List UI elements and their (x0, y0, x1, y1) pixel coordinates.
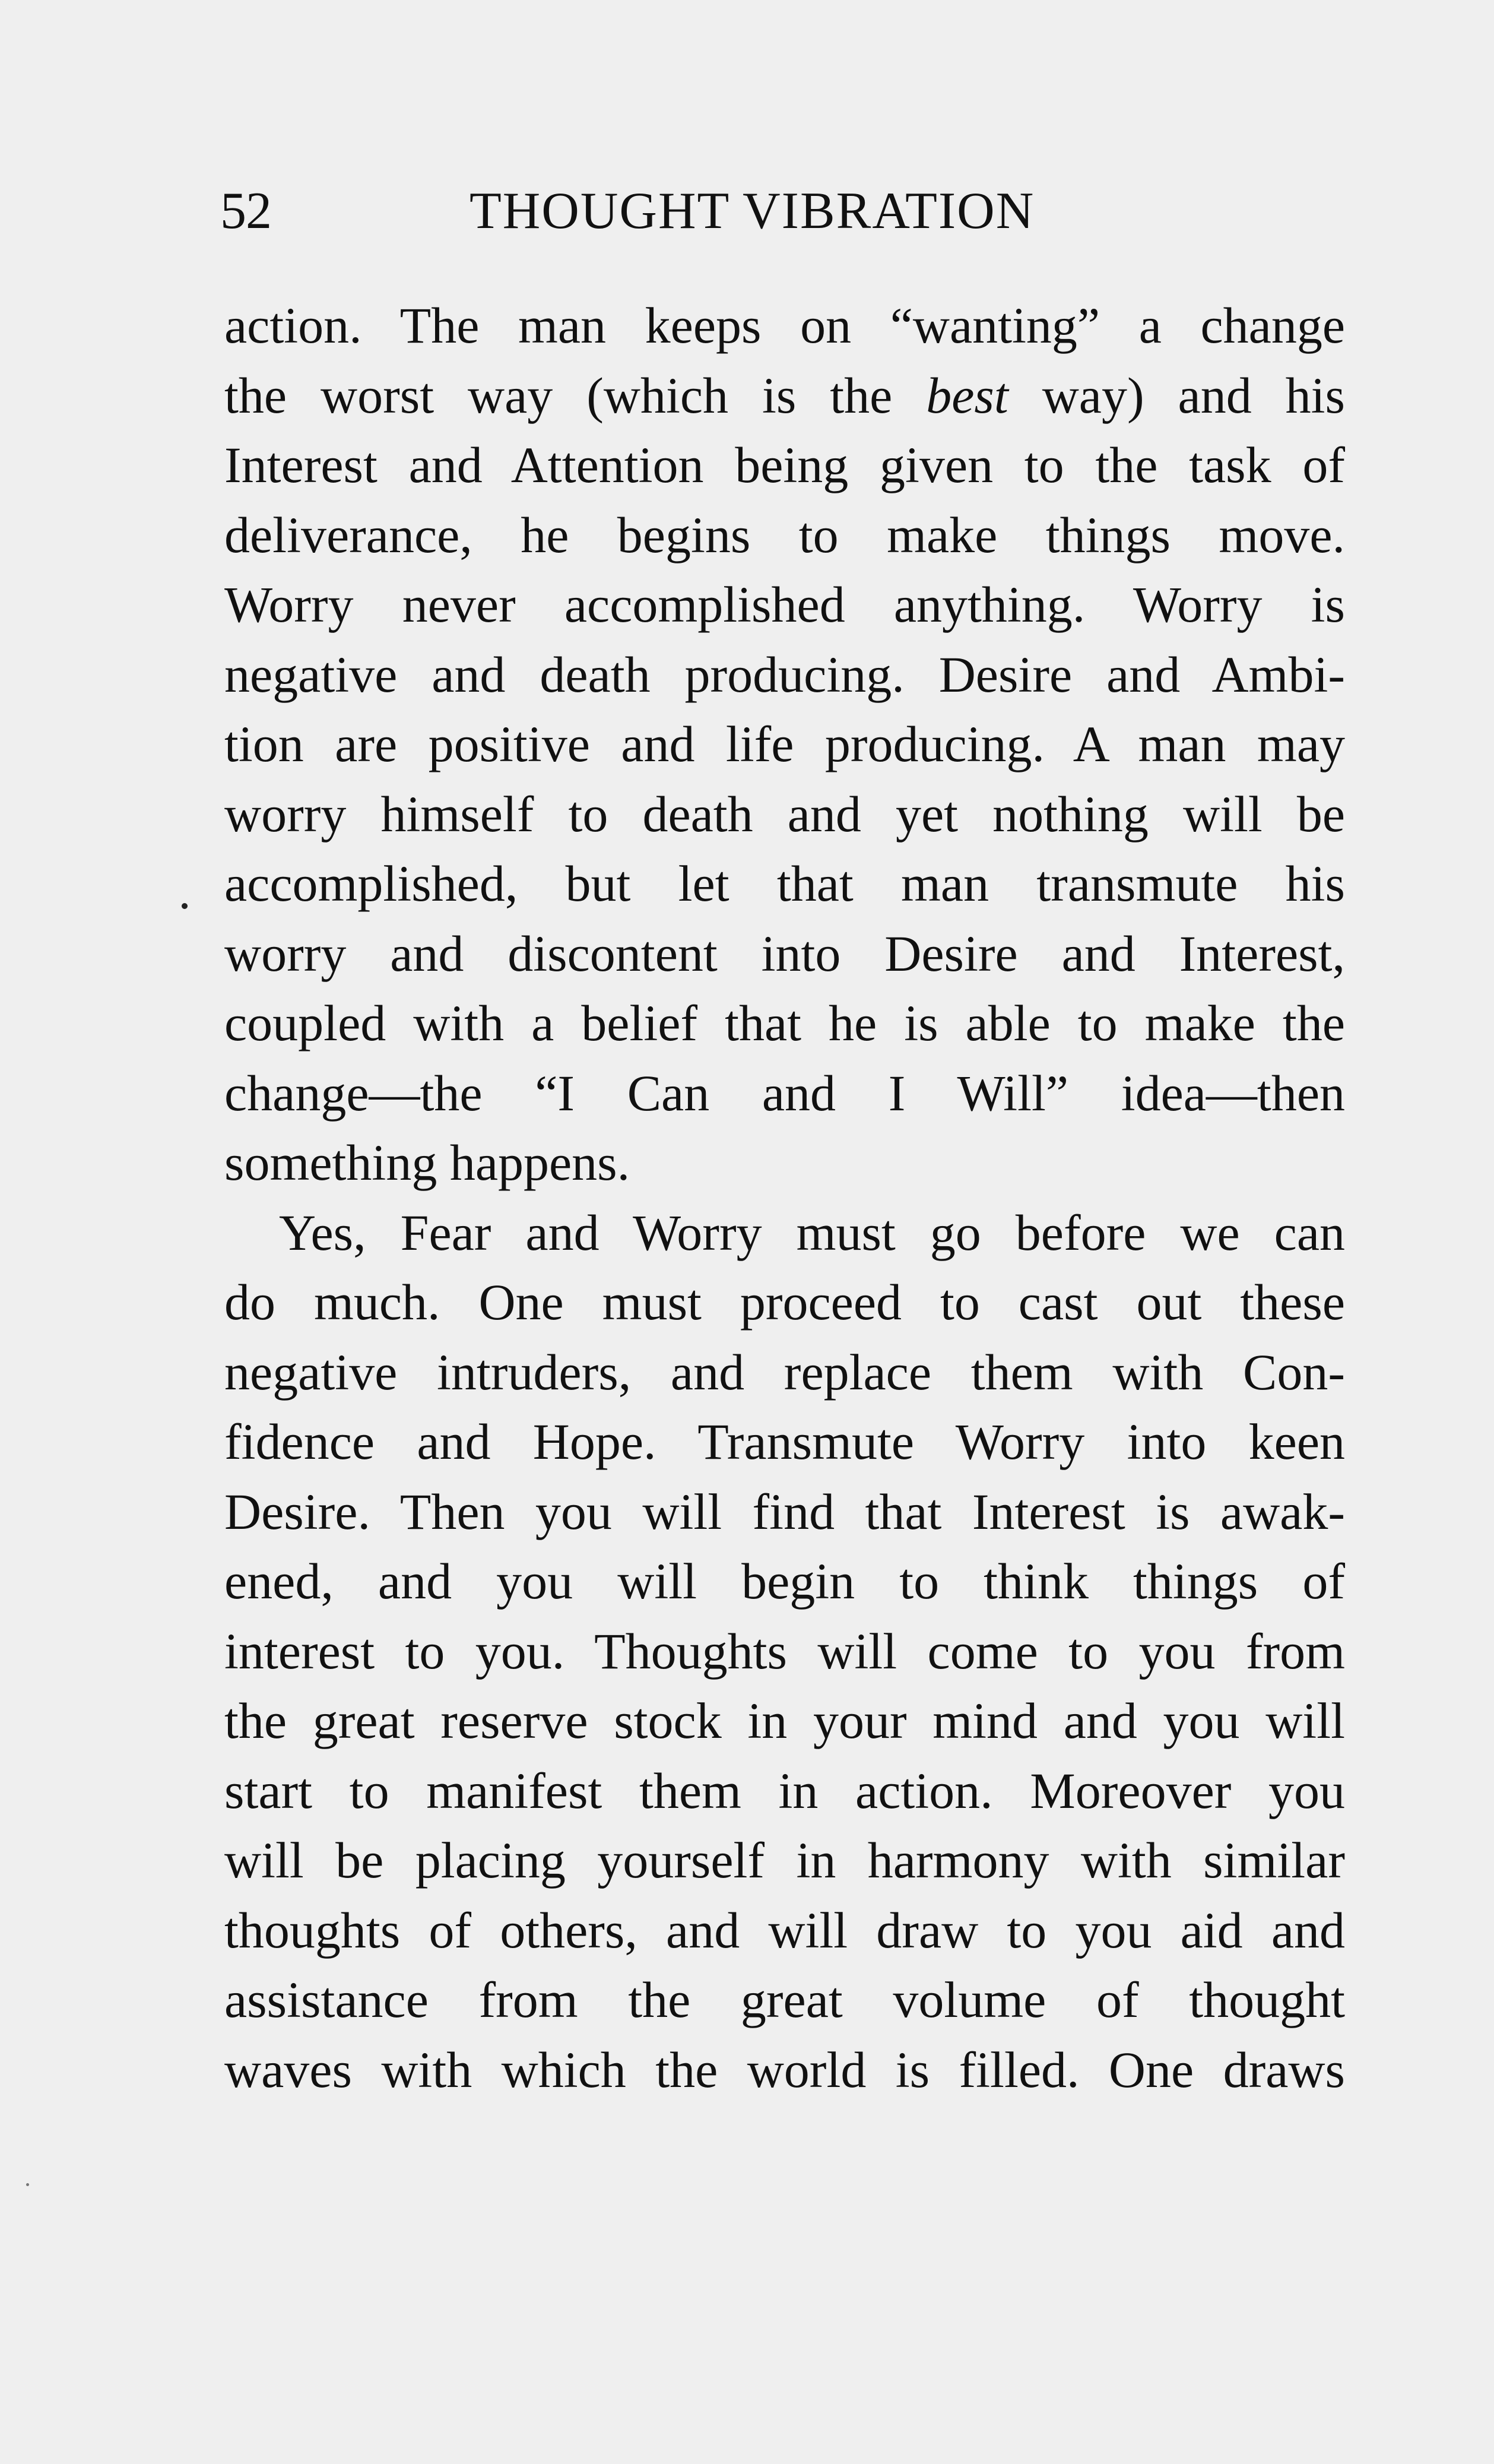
text-line-11: coupled with a belief that he is able to make the (224, 995, 1345, 1052)
text-line-16: negative intruders, and replace them with Con- (224, 1343, 1345, 1401)
text-line-21: the great reserve stock in your mind and you will (224, 1692, 1345, 1749)
running-head: THOUGHT VIBRATION (470, 182, 1035, 240)
text-line-24: thoughts of others, and will draw to you aid and (224, 1901, 1345, 1959)
margin-speck-small (26, 2183, 29, 2186)
text-line-6: negative and death producing. Desire and Ambi- (224, 645, 1345, 703)
text-line-2-end: way) and his (1008, 366, 1346, 424)
text-line-3: Interest and Attention being given to the task of (224, 436, 1345, 493)
text-line-20: interest to you. Thoughts will come to you from (224, 1622, 1345, 1680)
text-line-9: accomplished, but let that man transmute his (224, 855, 1345, 912)
text-line-22: start to manifest them in action. Moreover you (224, 1762, 1345, 1819)
text-line-18: Desire. Then you will find that Interest is awak- (224, 1483, 1345, 1540)
text-line-1: action. The man keeps on “wanting” a change (224, 297, 1345, 354)
page-header (220, 176, 1345, 247)
text-line-7: tion are positive and life producing. A man may (224, 715, 1345, 772)
text-line-8: worry himself to death and yet nothing will be (224, 785, 1345, 843)
text-line-13: something happens. (224, 1134, 630, 1191)
text-line-2 (224, 361, 1345, 431)
emphasis-best: best (926, 366, 1008, 424)
text-line-4: deliverance, he begins to make things move. (224, 506, 1345, 563)
text-line-15: do much. One must proceed to cast out these (224, 1274, 1345, 1331)
page-number: 52 (220, 182, 271, 240)
text-line-10: worry and discontent into Desire and Interest, (224, 924, 1345, 982)
body-text (224, 291, 1345, 2105)
text-line-14: Yes, Fear and Worry must go before we can (279, 1204, 1345, 1261)
text-line-23: will be placing yourself in harmony with similar (224, 1832, 1345, 1889)
text-line-17: fidence and Hope. Transmute Worry into keen (224, 1413, 1345, 1470)
text-line-2-start: the worst way (which is the (224, 366, 927, 424)
text-line-26: waves with which the world is filled. One draws (224, 2041, 1345, 2098)
text-line-12: change—the “I Can and I Will” idea—then (224, 1064, 1345, 1122)
text-line-25: assistance from the great volume of thought (224, 1971, 1345, 2028)
margin-speck (182, 903, 188, 909)
text-line-19: ened, and you will begin to think things of (224, 1553, 1345, 1610)
text-line-5: Worry never accomplished anything. Worry is (224, 576, 1345, 633)
